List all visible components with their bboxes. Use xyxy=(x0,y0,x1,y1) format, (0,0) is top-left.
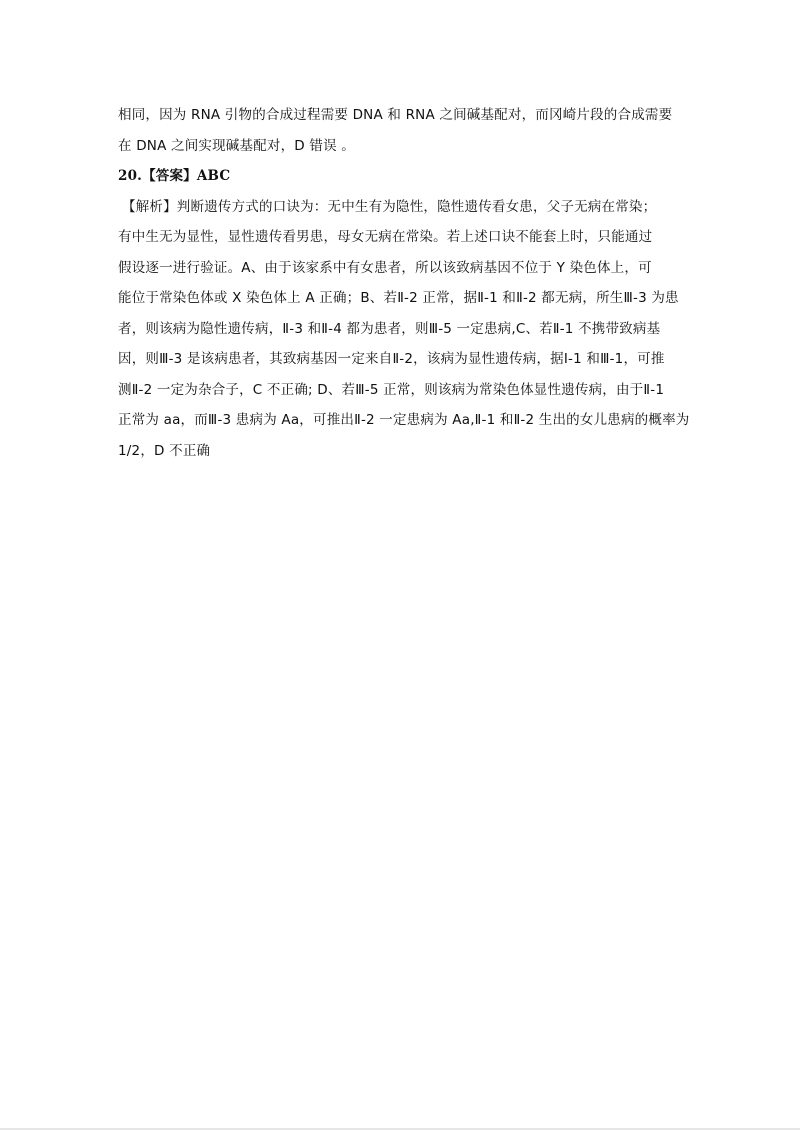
text-line: 因，则Ⅲ-3 是该病患者，其致病基因一定来自Ⅱ-2，该病为显性遗传病，据Ⅰ-1 和Ⅲ-1，可推 xyxy=(118,351,665,367)
answer-heading: 20.【答案】ABC xyxy=(118,168,231,184)
text-line: 1/2，D 不正确 xyxy=(118,442,211,459)
text-line: 在 DNA 之间实现碱基配对，D 错误 。 xyxy=(118,137,355,154)
text-line: 相同，因为 RNA 引物的合成过程需要 DNA 和 RNA 之间碱基配对，而冈崎片段的合成需要 xyxy=(118,107,673,123)
text-line: 假设逐一进行验证。A、由于该家系中有女患者，所以该致病基因不位于 Y 染色体上，可 xyxy=(118,259,652,276)
document-body xyxy=(118,100,688,466)
text-line: 能位于常染色体或 X 染色体上 A 正确；B、若Ⅱ-2 正常，据Ⅱ-1 和Ⅱ-2 都无病，所生Ⅲ-3 为患 xyxy=(118,290,679,306)
analysis-line: 【解析】判断遗传方式的口诀为：无中生有为隐性，隐性遗传看女患，父子无病在常染； xyxy=(122,198,657,215)
text-line: 正常为 aa，而Ⅲ-3 患病为 Aa，可推出Ⅱ-2 一定患病为 Aa,Ⅱ-1 和Ⅱ-2 生出的女儿患病的概率为 xyxy=(118,412,690,428)
text-line: 有中生无为显性，显性遗传看男患，母女无病在常染。若上述口诀不能套上时，只能通过 xyxy=(118,229,653,245)
text-line: 测Ⅱ-2 一定为杂合子，C 不正确; D、若Ⅲ-5 正常，则该病为常染色体显性遗传病，由于Ⅱ-1 xyxy=(118,381,665,398)
text-line: 者，则该病为隐性遗传病，Ⅱ-3 和Ⅱ-4 都为患者，则Ⅲ-5 一定患病,C、若Ⅱ-1 不携带致病基 xyxy=(118,320,661,337)
